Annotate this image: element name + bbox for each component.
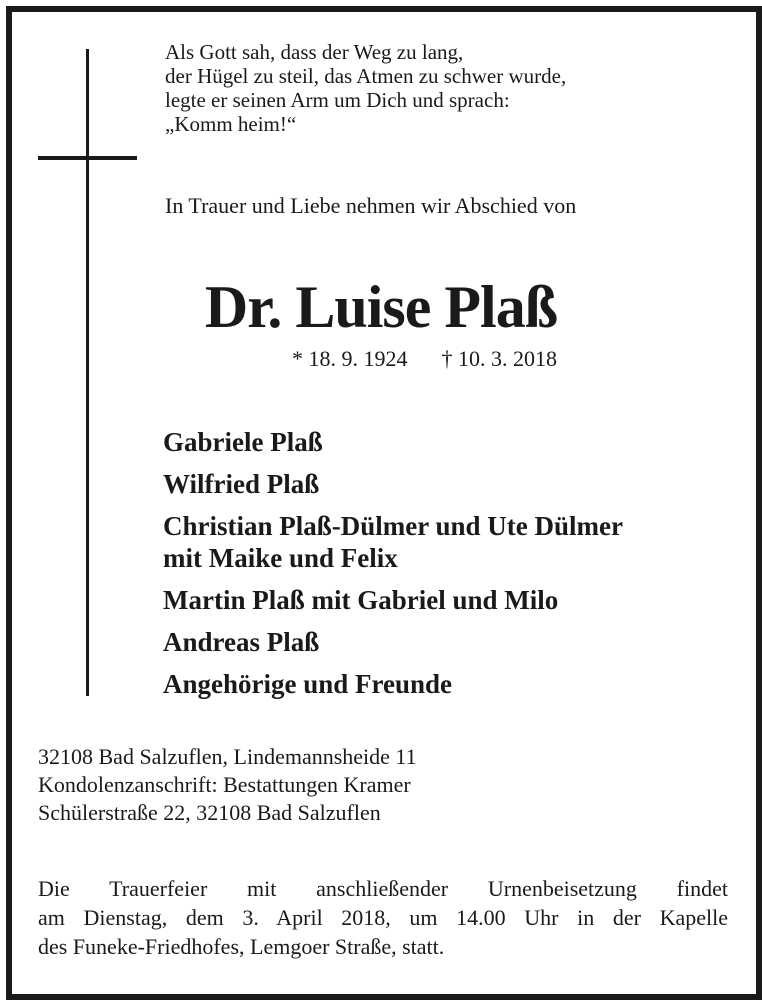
deceased-name: Dr. Luise Plaß bbox=[204, 274, 558, 340]
address-line: 32108 Bad Salzuflen, Lindemannsheide 11 bbox=[38, 744, 417, 769]
mourners-list bbox=[163, 426, 623, 710]
address-line: Schülerstraße 22, 32108 Bad Salzuflen bbox=[38, 800, 381, 825]
birth-date: * 18. 9. 1924 bbox=[292, 346, 408, 371]
life-dates bbox=[292, 346, 557, 372]
poem-line: „Komm heim!“ bbox=[165, 112, 297, 136]
mourner-entry bbox=[163, 468, 623, 500]
mourner-line: Wilfried Plaß bbox=[163, 469, 320, 499]
intro-text: In Trauer und Liebe nehmen wir Abschied von bbox=[165, 193, 577, 218]
cross-icon-vertical bbox=[86, 49, 89, 696]
mourner-entry bbox=[163, 626, 623, 658]
address-line: Kondolenzanschrift: Bestattungen Kramer bbox=[38, 772, 411, 797]
cross-icon-horizontal bbox=[38, 156, 137, 160]
mourner-entry bbox=[163, 510, 623, 574]
mourner-entry bbox=[163, 584, 623, 616]
mourner-entry bbox=[163, 668, 623, 700]
poem-line: Als Gott sah, dass der Weg zu lang, bbox=[165, 40, 464, 64]
ceremony-line: Die Trauerfeier mit anschließender Urnenbeisetzung findet bbox=[38, 876, 728, 901]
ceremony-line: am Dienstag, dem 3. April 2018, um 14.00 Uhr in der Kapelle bbox=[38, 905, 728, 930]
ceremony-info bbox=[38, 874, 728, 961]
mourner-line: Angehörige und Freunde bbox=[163, 669, 453, 699]
mourner-line: Christian Plaß-Dülmer und Ute Dülmer bbox=[163, 511, 624, 541]
death-date: † 10. 3. 2018 bbox=[441, 346, 557, 371]
mourner-entry bbox=[163, 426, 623, 458]
mourner-line: mit Maike und Felix bbox=[163, 543, 398, 573]
mourner-line: Martin Plaß mit Gabriel und Milo bbox=[163, 585, 559, 615]
mourner-line: Andreas Plaß bbox=[163, 627, 320, 657]
poem bbox=[165, 40, 566, 136]
mourner-line: Gabriele Plaß bbox=[163, 427, 323, 457]
address-block bbox=[38, 743, 417, 827]
ceremony-line: des Funeke-Friedhofes, Lemgoer Straße, statt. bbox=[38, 934, 445, 959]
poem-line: der Hügel zu steil, das Atmen zu schwer wurde, bbox=[165, 64, 567, 88]
poem-line: legte er seinen Arm um Dich und sprach: bbox=[165, 88, 510, 112]
